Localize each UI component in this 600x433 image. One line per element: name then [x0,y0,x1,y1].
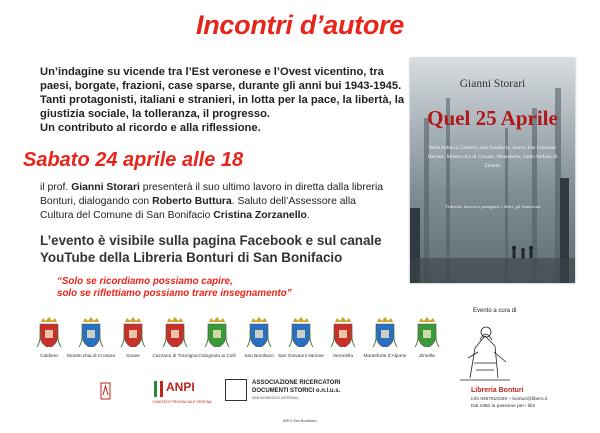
intro-line: Tanti protagonisti, italiani e stranieri, in lotta per la pace, la libertà, la [40,94,405,106]
coat-of-arms-icon [77,317,105,347]
coat-of-arms-icon [329,317,357,347]
arci-label: ARCI San Bonifacio [283,419,317,423]
municipality-name: San Bonifacio [244,354,274,359]
event-date: Sabato 24 aprile alle 18 [23,149,244,171]
anpi-label: ANPI [166,380,195,394]
anpi-logo [152,379,212,409]
association-name [252,380,340,395]
municipality-name: Colognola ai Colli [198,354,236,359]
book-cover [410,58,575,283]
anpi-sub: COMITATO PROVINCIALE VERONA [152,400,212,404]
moderator-name: Roberto Buttura [152,196,232,208]
book-subtitle: Tedeschi, fascisti e partigiani, i liberi, gli Americani [445,204,541,209]
small-logo-text [100,381,112,403]
bookstore-name: Libreria Bonturi [471,387,524,394]
bookstore-tagline: Dal 1950 la passione per i libri [471,403,536,409]
book-places: Nella bufera a Caldiero, San Bonifacio, Soave, San Giovanni Ilarione, Montecchia di Crosara, Montebello, Santo Stefano di Zimella [427,145,558,169]
quote-line: solo se riflettiamo possiamo trarre insegnamento” [57,288,292,299]
desc-text: presenterà il suo ultimo lavoro in diretta dalla libreria [139,182,384,193]
desc-text: . [306,210,310,222]
association-emblem-icon [225,379,247,401]
streaming-notice [40,232,420,266]
municipality-name: Cazzano di Tramigna [152,354,198,359]
bookstore-info [471,397,547,410]
municipality-name: Monteforte d’Alpone [363,354,407,359]
coat-of-arms-icon [245,317,273,347]
bookstore-contact: Info 0457610339 – bonturi@libero.it [471,397,548,402]
coat-of-arms-icon [35,317,63,347]
organizer-label: Evento a cura di [473,308,517,314]
municipality-name: Caldiero [40,354,58,359]
intro-line: giustizia sociale, la tolleranza, il progresso. [40,108,271,120]
bookstore-sketch-icon [450,318,520,383]
streaming-line: L’evento è visibile sulla pagina Facebook e sul canale [40,233,382,248]
intro-line: Un’indagine su vicende tra l’Est veronese e l’Ovest vicentino, tra [40,66,384,78]
association-location: SAN BONIFACIO (VERONA) [252,396,299,400]
assessore-name: Cristina Zorzanello [213,210,307,222]
municipality-name: Veronella [332,354,354,359]
intro-line: Un contributo al ricordo e alla riflessione. [40,122,261,134]
coat-of-arms-icon [203,317,231,347]
coat-of-arms-icon [161,317,189,347]
intro-line: paesi, borgate, frazioni, case sparse, durante gli anni bui 1943-1945. [40,80,402,92]
coat-of-arms-icon [371,317,399,347]
book-title: Quel 25 Aprile [427,106,558,130]
coat-of-arms-icon [413,317,441,347]
page-title: Incontri d’autore [196,10,404,40]
red-logo-icon [100,381,112,401]
desc-text: . Saluto dell’Assessore alla [231,196,356,208]
book-author: Gianni Storari [459,78,526,90]
streaming-line: YouTube della Libreria Bonturi di San Bonifacio [40,250,343,265]
quote [57,276,292,300]
author-name: Gianni Storari [71,182,140,193]
coat-of-arms-icon [287,317,315,347]
desc-text: Bonturi, dialogando con [40,196,153,208]
desc-text: Cultura del Comune di San Bonifacio [40,210,214,222]
municipality-name: Soave [126,354,140,359]
association-line: ASSOCIAZIONE RICERCATORI [252,380,341,386]
municipality-name: Zimella [419,354,435,359]
association-line: DOCUMENTI STORICI o.n.l.u.s. [252,387,341,394]
municipality-name: Montecchia di Crosara [67,354,115,359]
event-description [40,181,400,224]
municipality-name: San Giovanni Ilarione [278,354,324,359]
quote-line: “Solo se ricordiamo possiamo capire, [57,276,233,287]
intro-text [40,65,405,135]
desc-text: il prof. [40,182,72,193]
coat-of-arms-icon [119,317,147,347]
